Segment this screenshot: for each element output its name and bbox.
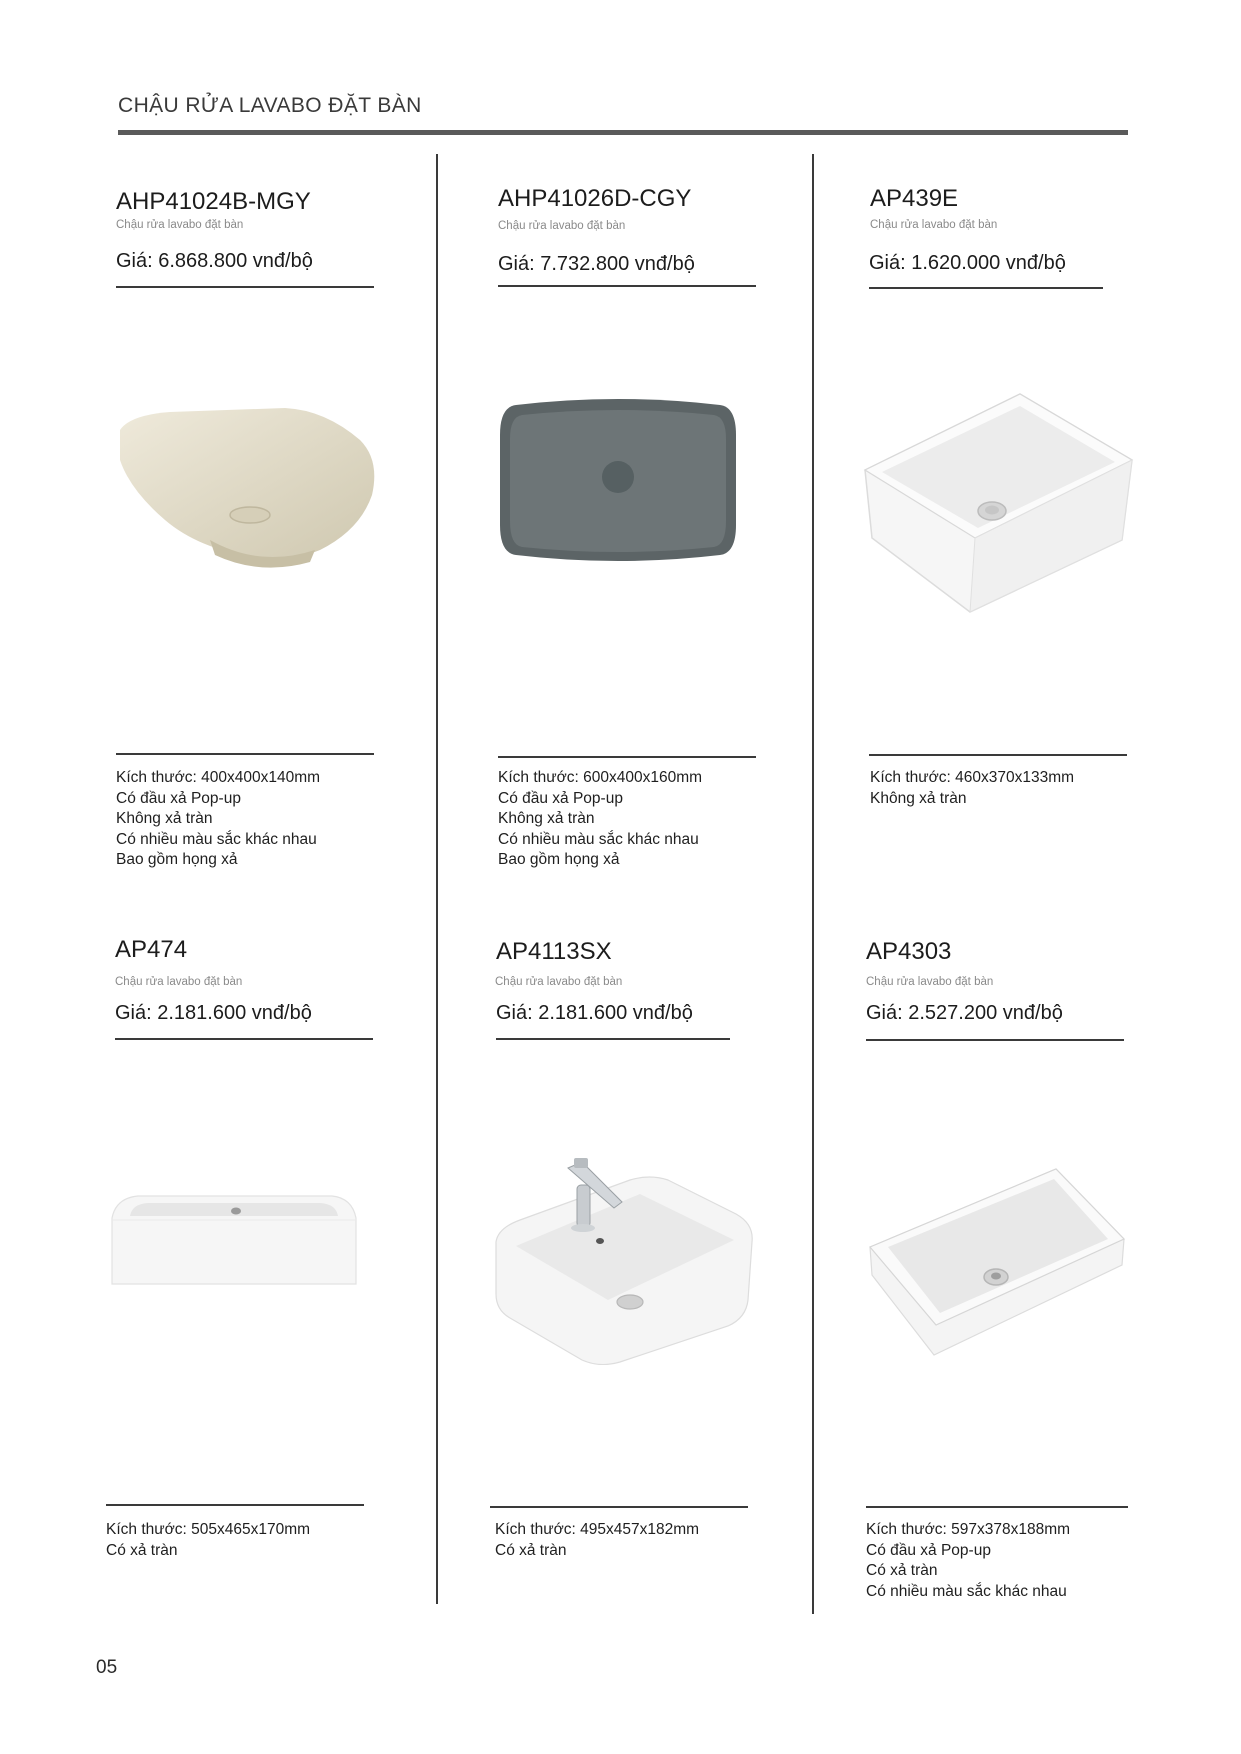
product-code: AP4113SX <box>496 938 612 965</box>
spec-item: Không xả tràn <box>116 810 213 827</box>
spec-item: Có xả tràn <box>866 1562 938 1579</box>
spec-item: Có nhiều màu sắc khác nhau <box>498 830 699 848</box>
specs-divider <box>869 754 1127 756</box>
specs-divider <box>106 1504 364 1506</box>
spec-item: Kích thước: 460x370x133mm <box>870 769 1075 786</box>
spec-list <box>866 1520 1070 1602</box>
product-price: Giá: 7.732.800 vnđ/bộ <box>498 253 695 275</box>
basin-image <box>496 395 740 565</box>
product-price: Giá: 6.868.800 vnđ/bộ <box>116 250 313 272</box>
column-divider-1 <box>436 154 438 1604</box>
product-subtitle: Chậu rửa lavabo đặt bàn <box>870 219 998 231</box>
product-price: Giá: 2.181.600 vnđ/bộ <box>115 1002 312 1024</box>
column-divider-2 <box>812 154 814 1614</box>
price-divider <box>115 1038 373 1040</box>
product-code: AHP41024B-MGY <box>116 188 311 215</box>
spec-item: Có đầu xả Pop-up <box>498 789 623 807</box>
spec-list <box>106 1520 310 1561</box>
page-number: 05 <box>96 1657 118 1678</box>
spec-item: Có xả tràn <box>495 1541 567 1559</box>
spec-item: Có xả tràn <box>106 1541 178 1559</box>
spec-item: Kích thước: 597x378x188mm <box>866 1521 1071 1538</box>
specs-divider <box>116 753 374 755</box>
price-divider <box>869 287 1103 289</box>
product-subtitle: Chậu rửa lavabo đặt bàn <box>116 219 244 231</box>
specs-divider <box>866 1506 1128 1508</box>
product-subtitle: Chậu rửa lavabo đặt bàn <box>495 976 623 988</box>
specs-divider <box>498 756 756 758</box>
spec-item: Không xả tràn <box>870 789 967 807</box>
basin-image <box>860 390 1135 615</box>
spec-item: Bao gồm họng xả <box>498 851 620 868</box>
product-code: AHP41026D-CGY <box>498 185 692 212</box>
basin-image <box>108 1190 358 1290</box>
spec-item: Có đầu xả Pop-up <box>116 789 241 807</box>
product-subtitle: Chậu rửa lavabo đặt bàn <box>115 976 243 988</box>
product-subtitle: Chậu rửa lavabo đặt bàn <box>866 976 994 988</box>
spec-item: Kích thước: 600x400x160mm <box>498 769 703 786</box>
spec-item: Kích thước: 400x400x140mm <box>116 769 321 786</box>
spec-list <box>495 1520 699 1561</box>
spec-item: Có đầu xả Pop-up <box>866 1541 991 1559</box>
product-code: AP4303 <box>866 938 952 965</box>
price-divider <box>498 285 756 287</box>
price-divider <box>116 286 374 288</box>
basin-image <box>110 390 390 570</box>
spec-list <box>870 768 1074 809</box>
product-code: AP474 <box>115 936 188 963</box>
specs-divider <box>490 1506 748 1508</box>
spec-list <box>498 768 702 871</box>
basin-image <box>490 1150 760 1365</box>
product-price: Giá: 1.620.000 vnđ/bộ <box>869 252 1066 274</box>
price-divider <box>496 1038 730 1040</box>
spec-item: Bao gồm họng xả <box>116 851 238 868</box>
spec-item: Có nhiều màu sắc khác nhau <box>116 830 317 848</box>
spec-list <box>116 768 320 871</box>
header-divider <box>118 130 1128 135</box>
spec-item: Có nhiều màu sắc khác nhau <box>866 1582 1067 1600</box>
product-price: Giá: 2.181.600 vnđ/bộ <box>496 1002 693 1024</box>
spec-item: Không xả tràn <box>498 810 595 827</box>
basin-image <box>866 1165 1126 1360</box>
product-code: AP439E <box>870 185 959 212</box>
spec-item: Kích thước: 495x457x182mm <box>495 1521 700 1538</box>
price-divider <box>866 1039 1124 1041</box>
product-price: Giá: 2.527.200 vnđ/bộ <box>866 1002 1063 1024</box>
product-subtitle: Chậu rửa lavabo đặt bàn <box>498 220 626 232</box>
page-title: CHẬU RỬA LAVABO ĐẶT BÀN <box>118 94 422 117</box>
spec-item: Kích thước: 505x465x170mm <box>106 1521 311 1538</box>
